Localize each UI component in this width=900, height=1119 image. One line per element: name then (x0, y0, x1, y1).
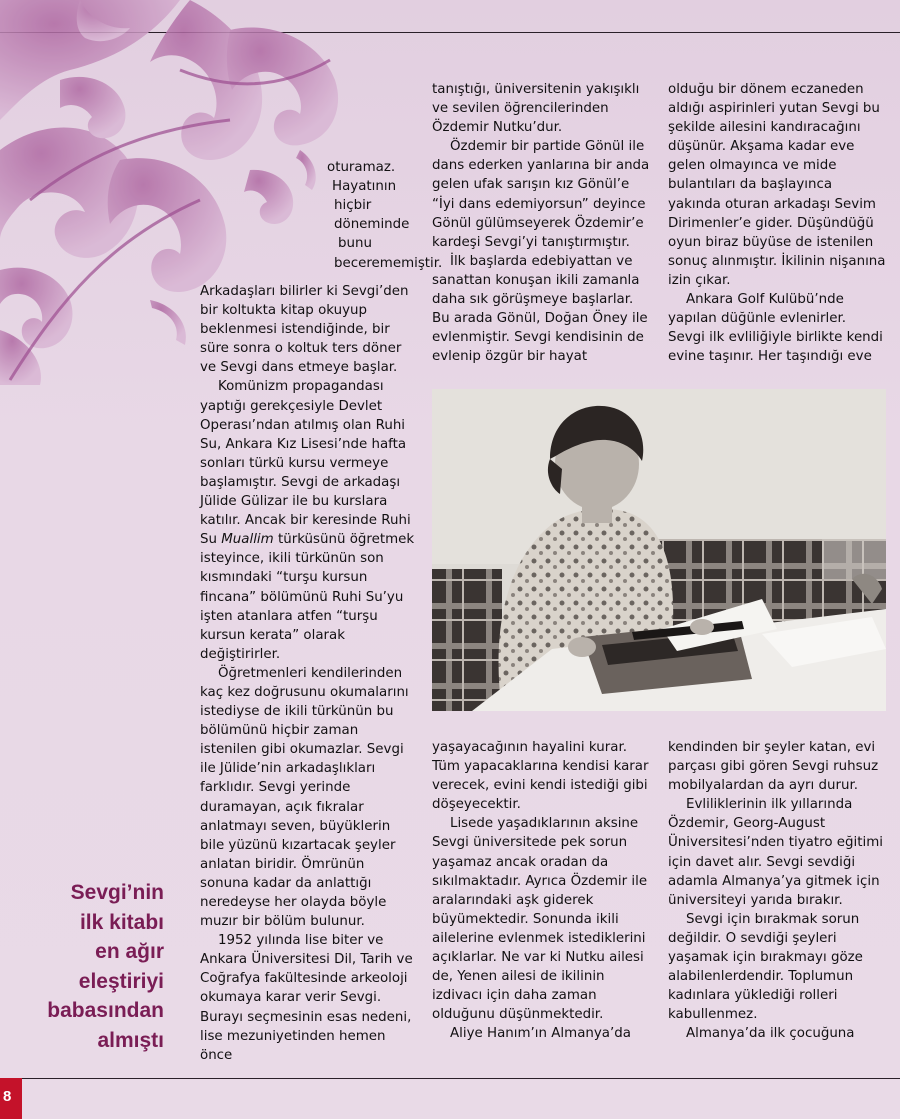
paragraph: kendinden bir şeyler katan, evi parçası gibi gören Sevgi ruhsuz mobilyalardan da ayrı durur. (668, 740, 879, 794)
paragraph: olduğu bir dönem eczaneden aldığı aspirinleri yutan Sevgi bu şekilde ailesini kandıracağını düşünür. Akşama kadar eve gelen olmayınca ve mide bulantıları da başlayınca yakında oturan arkadaşı Sevim Dirimenler’e gider. Düşündüğü oyun biraz büyüse de istenilen sonuç alınmıştır. İkilinin nişanına izin çıkar. (668, 82, 886, 288)
wrap-line-5: bunu (338, 236, 372, 251)
paragraph: Arkadaşları bilirler ki Sevgi’den bir koltukta kitap okuyup beklenmesi istendiğinde, bir süre sonra o koltuk ters döner ve Sevgi dans etmeye başlar. (200, 284, 409, 376)
paragraph: Öğretmenleri kendilerinden kaç kez doğrusunu okumalarını istediyse de ikili türkünün bu bölümünü hiçbir zaman istenilen gibi okumazlar. Sevgi ile Jülide’nin arkadaşlıkları farklıdır. Sevgi yerinde duramayan, açık fıkralar anlatmayı seven, büyüklerin bile yüzünü kızartacak şeyler anlatan biridir. Ömrünün sonuna kadar da anlattığı neredeyse her olayda böyle muzır bir bölüm bulunur. (200, 665, 409, 930)
wrap-line-2: Hayatının (332, 179, 397, 194)
song-title: Muallim (221, 532, 274, 548)
paragraph: Ankara Golf Kulübü’nde yapılan düğünle evlenirler. Sevgi ilk evliliğiyle birlikte kendi evine taşınır. Her taşındığı eve (668, 292, 883, 365)
column-3-bottom (668, 738, 886, 1044)
paragraph: Aliye Hanım’ın Almanya’da (450, 1026, 631, 1042)
paragraph: İlk başlarda edebiyattan ve sanattan konuşan ikili zamanla daha sık görüşmeye başlarlar. Bu arada Gönül, Doğan Öney ile evlenmiştir. Sevgi kendisinin de evlenip özgür bir hayat (432, 253, 648, 365)
column-2-bottom (432, 738, 650, 1044)
column-1 (200, 282, 415, 1065)
wrap-line-6: becerememiştir. (334, 256, 443, 271)
photo-image-icon (432, 389, 886, 711)
pull-quote-line: Sevgi’nin (70, 881, 164, 904)
pull-quote-line: ilk kitabı (79, 910, 164, 934)
paragraph: Evliliklerinin ilk yıllarında Özdemir, Georg-August Üniversitesi’nden tiyatro eğitimi için davet alır. Sevgi sevdiği adamla Almanya’ya gitmek için üniversiteyi yarıda bırakır. (668, 797, 883, 908)
wrap-line-1: oturamaz. (327, 160, 396, 175)
page-number: 8 (3, 1088, 12, 1105)
paragraph: tanıştığı, üniversitenin yakışıklı ve sevilen öğrencilerinden Özdemir Nutku’dur. (432, 82, 640, 136)
paragraph: 1952 yılında lise biter ve Ankara Üniversitesi Dil, Tarih ve Coğrafya fakültesinde arkeoloji okumaya karar verir Sevgi. Burayı seçmesinin esas nedeni, lise mezuniyetinden hemen önce (200, 933, 413, 1063)
paragraph: Lisede yaşadıklarının aksine Sevgi üniversitede pek sorun yaşamaz ancak oradan da sıkılmaktadır. Ayrıca Özdemir ile aralarındaki aşk giderek büyümektedir. Sonunda ikili ailelerine evlenmek istediklerini açıklarlar. Ne var ki Nutku ailesi de, Yenen ailesi de ikilinin izdivacı için daha zaman olduğunu düşünmektedir. (432, 816, 648, 1023)
bottom-rule (0, 1078, 900, 1079)
paragraph: Özdemir bir partide Gönül ile dans ederken yanlarına bir anda gelen ufak sarışın kız Gönül’e “İyi dans edemiyorsun” deyince Gönül gülümseyerek Özdemir’e kardeşi Sevgi’yi tanıştırmıştır. (432, 139, 650, 250)
pull-quote-line: almıştı (97, 1028, 164, 1052)
paragraph-text: Komünizm propagandası yaptığı gerekçesiyle Devlet Operası’ndan atılmış olan Ruhi Su, Ankara Kız Lisesi’nde hafta sonları türkü kursu vermeye başlamıştır. Sevgi de arkadaşı Jülide Gülizar ile bu kurslara katılır. Ancak bir keresinde Ruhi Su (200, 379, 411, 548)
wrap-line-3: hiçbir (334, 198, 372, 213)
paragraph (200, 377, 415, 663)
pull-quote-line: eleştiriyi (78, 969, 164, 993)
column-2-top (432, 80, 650, 366)
photo-woman-typewriter (432, 389, 886, 711)
pull-quote-line: en ağır (95, 940, 164, 963)
page-number-badge (0, 1078, 22, 1119)
column-3-top (668, 80, 886, 366)
paragraph: Almanya’da ilk çocuğuna (686, 1026, 855, 1042)
pull-quote (0, 878, 164, 1055)
pull-quote-line: babasından (47, 999, 164, 1022)
wrap-line-4: döneminde (334, 217, 410, 232)
paragraph: Sevgi için bırakmak sorun değildir. O sevdiği şeyleri yaşamak için bırakmayı göze alabilenlerdendir. Toplumun kadınlara yüklediği rolleri kabullenmez. (668, 911, 863, 1023)
paragraph: yaşayacağının hayalini kurar. Tüm yapacaklarına kendisi karar verecek, evini kendi istediği gibi döşeyecektir. (432, 740, 649, 813)
paragraph-text: türküsünü öğretmek isteyince, ikili türkünün son kısmındaki “turşu kursun fincana” bölümünü Ruhi Su’yu işten atanlara atfen “turşu kursun kerata” olarak değiştirirler. (200, 532, 415, 662)
